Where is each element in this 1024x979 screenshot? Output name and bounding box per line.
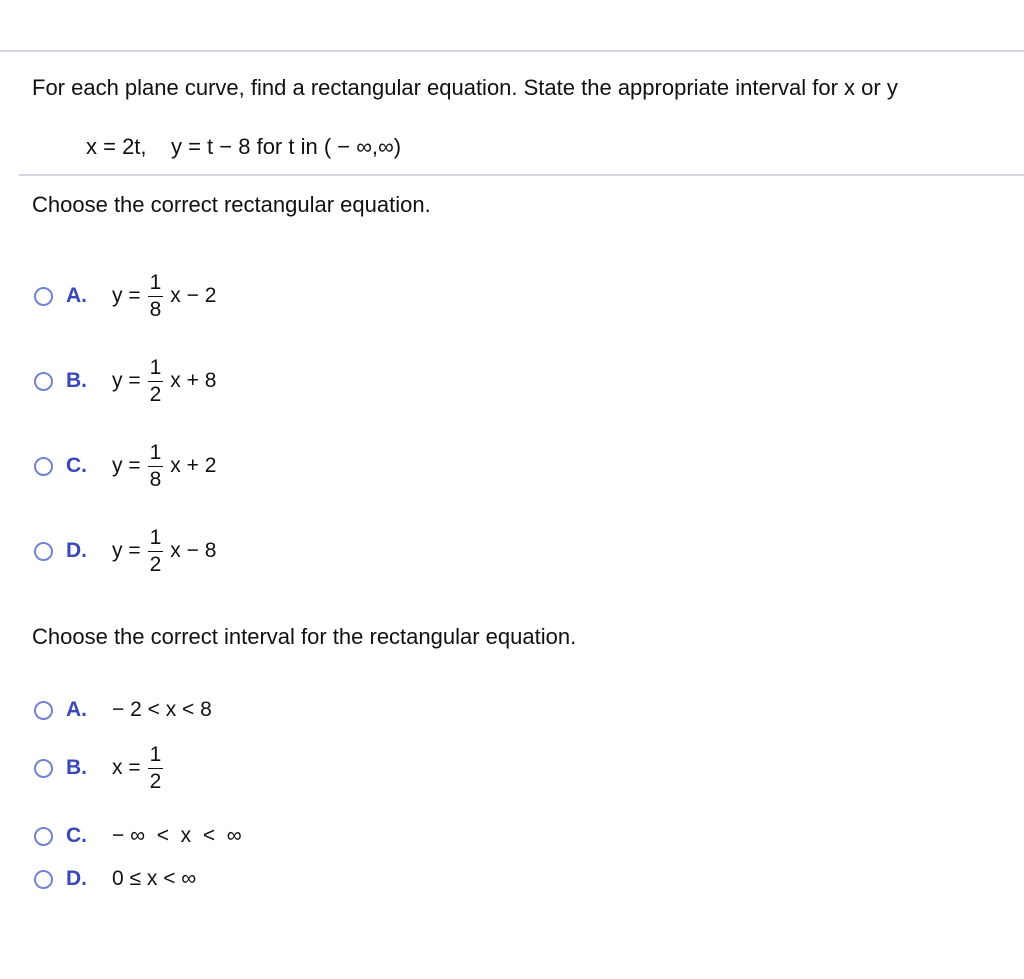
radio-button[interactable]: [34, 759, 53, 778]
radio-button[interactable]: [34, 287, 53, 306]
section-divider: [19, 174, 1024, 176]
option-letter: A.: [66, 284, 87, 307]
radio-button[interactable]: [34, 457, 53, 476]
rhs: x − 8: [170, 539, 217, 562]
lhs: x =: [112, 756, 141, 779]
option-letter: C.: [66, 454, 87, 477]
lhs: y =: [112, 284, 141, 307]
option-d-equation[interactable]: [34, 527, 216, 575]
radio-button[interactable]: [34, 701, 53, 720]
interval-text: − 2 < x < 8: [112, 698, 212, 721]
interval-text: − ∞ < x < ∞: [112, 824, 242, 847]
radio-button[interactable]: [34, 372, 53, 391]
option-letter: B.: [66, 756, 87, 779]
lhs: y =: [112, 539, 141, 562]
option-b-equation[interactable]: [34, 357, 216, 405]
option-b-interval[interactable]: [34, 744, 166, 792]
lhs: y =: [112, 369, 141, 392]
question-prompt: For each plane curve, find a rectangular equation. State the appropriate interval for x or y: [32, 75, 898, 100]
rhs: x + 8: [170, 369, 217, 392]
option-a-interval[interactable]: [34, 698, 212, 722]
top-divider: [0, 50, 1024, 52]
option-d-interval[interactable]: [34, 867, 196, 891]
radio-button[interactable]: [34, 827, 53, 846]
fraction: $\frac{1}{8}$: [149, 271, 162, 321]
fraction: $\frac{1}{2}$: [149, 526, 162, 576]
fraction: $\frac{1}{8}$: [149, 441, 162, 491]
rhs: x + 2: [170, 454, 217, 477]
option-letter: D.: [66, 867, 87, 890]
fraction: $\frac{1}{2}$: [149, 743, 162, 793]
part2-prompt: Choose the correct interval for the rectangular equation.: [32, 624, 577, 649]
radio-button[interactable]: [34, 870, 53, 889]
option-c-equation[interactable]: [34, 442, 216, 490]
rhs: x − 2: [170, 284, 217, 307]
part1-prompt: Choose the correct rectangular equation.: [32, 192, 431, 217]
option-letter: C.: [66, 824, 87, 847]
option-c-interval[interactable]: [34, 824, 242, 848]
interval-text: 0 ≤ x < ∞: [112, 867, 197, 890]
option-letter: B.: [66, 369, 87, 392]
fraction: $\frac{1}{2}$: [149, 356, 162, 406]
parametric-equations: x = 2t, y = t − 8 for t in ( − ∞,∞): [86, 134, 402, 159]
lhs: y =: [112, 454, 141, 477]
radio-button[interactable]: [34, 542, 53, 561]
option-letter: A.: [66, 698, 87, 721]
option-a-equation[interactable]: [34, 272, 216, 320]
option-letter: D.: [66, 539, 87, 562]
